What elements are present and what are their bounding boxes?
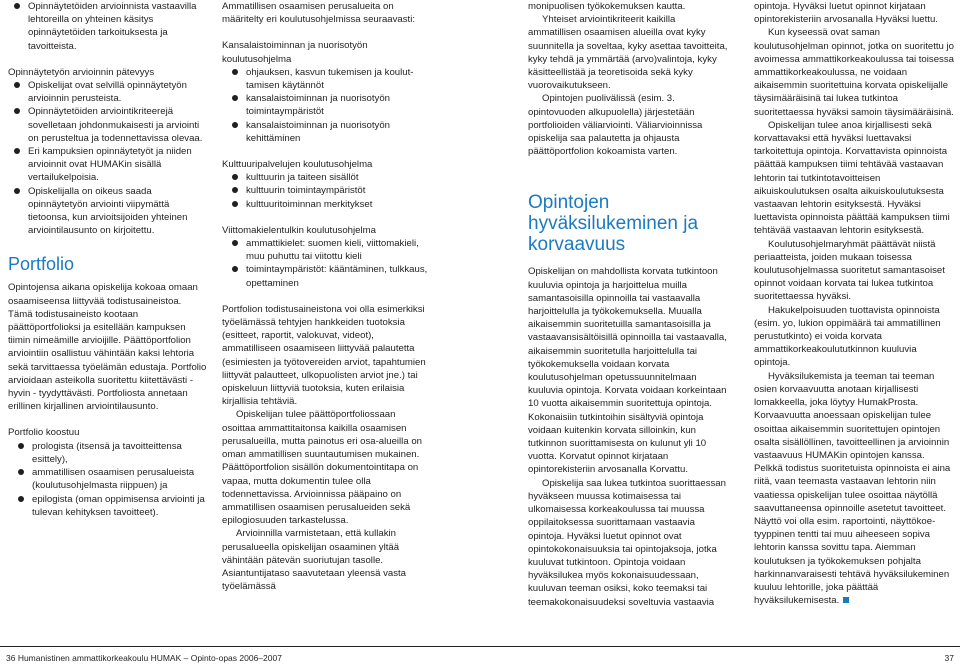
footer-left: 36 Humanistinen ammattikorkeakoulu HUMAK – Opinto-opas 2006–2007 <box>6 653 282 663</box>
same-programme-paragraph: Kun kyseessä ovat saman koulutusohjelman opinnot, jotka on suoritettu jo avoimessa ammattikorkeakoulussa tai toisessa ammattikorkeakoulussa, ne voidaan aikaisemmin suoritettuina korvata opiskelijalle täysimääräisinä tai lukea tutkintoa suoritettaessa hyväksi samoin täysimääräisinä. <box>754 27 954 118</box>
recognition-heading: Opintojen hyväksilukeminen ja korvaavuus <box>528 192 699 256</box>
portfolio-heading: Portfolio <box>8 254 75 275</box>
list-item: epilogista (oman oppimisensa arviointi ja tulevan kehityksen tavoitteet). <box>8 493 208 519</box>
end-square-icon <box>843 597 849 603</box>
programme-name: Kansalaistoiminnan ja nuorisotyön koulutusohjelma <box>222 40 368 65</box>
col4-top-line: opintoja. Hyväksi luetut opinnot kirjataan opintorekisteriin arvosanalla Hyväksi luettu. <box>754 1 938 26</box>
list-item: Opinnäytetöiden arvioinnista vastaavilla lehtoreilla on yhteinen käsitys opinnäytetöiden tarkoituksesta ja tavoitteista. <box>8 0 208 53</box>
programme-name: Kulttuuripalvelujen koulutusohjelma <box>222 159 373 171</box>
areas-intro: Ammatillisen osaamisen perusalueita on määritelty eri koulutusohjelmissa seuraavasti: <box>222 1 416 26</box>
evidence-paragraph: Portfolion todistusaineistona voi olla esimerkiksi työelämässä tehtyjen hankkeiden tuotoksia (esitteet, raportit, valokuvat, videot), ammatilliseen osaamiseen liittyvää palautetta (esimiesten ja työtovereiden arviot, tapahtumien liittyvät palautteet, ulkopuolisten arviot jne.) tai opiskeluun liittyviä tuotoksia, kuten erilaisia kirjallisia tehtäviä. <box>222 303 426 408</box>
page-footer <box>0 652 960 664</box>
column-4 <box>754 0 954 607</box>
programme-areas-list <box>222 237 428 290</box>
column-1 <box>8 0 208 519</box>
list-item: kulttuuritoiminnan merkitykset <box>222 198 428 211</box>
programme-groups-paragraph: Koulutusohjelmaryhmät päättävät niistä periaatteista, joiden mukaan toisessa koulutusohjelmassa suoritetut samantasoiset opinnot voidaan korvata tai lukea tutkintoa suoritettaessa hyväksi. <box>754 238 945 303</box>
application-paragraph: Opiskelijan tulee anoa kirjallisesti sekä korvattavaksi että hyväksi luettavaksi tarkoitettuja opintoja. Korvattavista opinnoista päättää kampuksen tiimi tehtävää vastaavan lehtorin tai tutkintotavoitteisen aikuiskoulutuksen osalta aikuiskoulutuksesta vastaavan lehtorin esityksestä. Hyväksi luettavista opinnoista päättää kampuksen tiimi tehtävää vastaavan lehtorin esityksestä. <box>754 119 950 237</box>
criteria-paragraph: Yhteiset arviointikriteerit kaikilla ammatillisen osaamisen alueilla ovat kyky suunnitella ja soveltaa, kyky asettaa tavoitteita, kyky tehdä ja ymmärtää (arvo)valintoja, kyky käsitteellistää ja teoretisoida sekä kyky vuorovaikutukseen. <box>528 14 728 92</box>
final-portfolio-paragraph: Opiskelijan tulee päättöportfoliossaan osoittaa ammattitaitonsa kaikilla osaamisen perusalueilla, mutta painotus eri osa-alueilla on oman ammatillisen suuntautumisen mukainen. Päättöportfolion sisällön dokumentointitapa on vapaa, mutta dokumentin tulee olla todennettavissa. Arvioinnissa pääpaino on ammatillisen osaamisen perusalueiden sekä epilogiosuuden tarkastelussa. <box>222 409 422 527</box>
compensation-paragraph: Opiskelijan on mahdollista korvata tutkintoon kuuluvia opintoja ja harjoittelua muilla samantasoisilla opinnoilla tai vastaavalla harjoittelulla ja työkokemuksella. Muualla aikaisemmin suoritetuilla samantasoisilla ja vastaavansisältöisillä opinnoilla tai vastaavalla, aikaisemmin suoritetulla harjoittelulla tai työkokemuksella voidaan korvata koulutusohjelman opetussuunnitelmaan kuuluvia opintoja. Korvata voidaan korkeintaan 10 vuotta aikaisemmin suoritettuja opintoja. Kokonaisiin tutkintoihin sisältyviä opintoja voidaan kuitenkin korvata silloinkin, kun tutkinnon suorittamisesta on kulunut yli 10 vuotta. Korvatut opinnot kirjataan opintorekisteriin arvosanalla Korvattu. <box>528 266 727 476</box>
list-item: Opiskelijat ovat selvillä opinnäytetyön arvioinnin perusteista. <box>8 79 208 105</box>
list-item: kulttuurin ja taiteen sisällöt <box>222 171 428 184</box>
programs-list <box>222 26 428 289</box>
composition-bullet-list <box>8 440 208 519</box>
footer-page-number: 37 <box>944 653 954 663</box>
composition-intro: Portfolio koostuu <box>8 427 80 439</box>
programme-areas-list <box>222 171 428 211</box>
validity-intro: Opinnäytetyön arvioinnin pätevyys <box>8 66 155 78</box>
list-item: ohjauksen, kasvun tukemisen ja kouluttamisen käytännöt <box>222 66 428 92</box>
programme-name: Viittomakielentulkin koulutusohjelma <box>222 224 376 236</box>
programme-areas-list <box>222 66 428 145</box>
list-item: ammatillisen osaamisen perusalueista (koulutusohjelmasta riippuen) ja <box>8 466 208 492</box>
col3-top-line: monipuolisen työkokemuksen kautta. <box>528 1 686 12</box>
form-paragraph-text: Hyväksilukemista ja teeman tai teeman osien korvaavuutta anotaan kirjallisesti lomakkeella, joka löytyy HumakProsta. Korvaavuutta anoessaan opiskelijan tulee osoittaa aikaisemmin suoritettujen opintojen osalta sisällöllinen, tavoitteellinen ja arvioinnin vastaavuus HUMAKin opintojen kanssa. Pelkkä todistus suoritetuista opinnoista ei aina riitä, vaan teemasta vastaavan lehtorin niin vaatiessa opiskelijan tulee osoittaa näytöllä saavuttaneensa opinnoille asetetut tavoitteet. Näyttö voi olla esim. raportointi, näyttökoe-tyyppinen tentti tai muu aiheeseen sopiva lehtorin kanssa sovittu tapa. Aiemman koulutuksen ja työkokemuksen pohjalta harkinnanvaraisesti tehtävä hyväksilukeminen kuuluu lehtorille, joka päättää hyväksilukemisesta. <box>754 370 951 607</box>
form-paragraph <box>754 370 954 608</box>
list-item: kansalaistoiminnan ja nuorisotyön kehittäminen <box>222 119 428 145</box>
recognition-paragraph: Opiskelija saa lukea tutkintoa suorittaessan hyväkseen muussa kotimaisessa tai ulkomaisessa korkeakoulussa tai muussa oppilaitoksessa suorittamaan vastaavia opintoja. Hyväksi luetut opinnot ovat opintokokonaisuuksia tai opintojaksoja, jotka kuuluvat tutkintoon. Opintoja voidaan hyväksilukea myös kokonaisuudessaan, kuuluvan teeman osiksi, koko teemaksi tai teemakokonaisuudeksi soveltuvia vastaavia <box>528 477 726 608</box>
list-item: kansalaistoiminnan ja nuorisotyön toimintaympäristöt <box>222 92 428 118</box>
column-3 <box>528 0 728 609</box>
eligibility-paragraph: Hakukelpoisuuden tuottavista opinnoista (esim. yo, lukion oppimäärä tai ammatillinen perustutkinto) ei voida korvata ammattikorkeakoulututkinnon kuuluvia opintoja. <box>754 304 941 369</box>
validity-bullet-list <box>8 79 208 237</box>
midpoint-paragraph: Opintojen puolivälissä (esim. 3. opintovuoden alkupuolella) järjestetään portfolioiden väliarviointi. Väliarvioinnissa opiskelija saa palautetta ja ohjausta päättöportfolion kokoamista varten. <box>528 93 703 158</box>
list-item: kulttuurin toimintaympäristöt <box>222 184 428 197</box>
list-item: Opiskelijalla on oikeus saada opinnäytetyön arviointi viipymättä tietoonsa, kun arvioitsijoiden yhteinen arviointilausunto on kirjoitettu. <box>8 185 208 238</box>
list-item: prologista (itsensä ja tavoitteittensa esittely), <box>8 440 208 466</box>
list-item: Opinnäytetöiden arviointikriteerejä sovelletaan johdonmukaisesti ja arviointi on perusteltua ja todennettavissa olevaa. <box>8 105 208 145</box>
assessment-paragraph: Arvioinnilla varmistetaan, että kullakin perusalueella opiskelijan osaaminen yltää vähintään pätevän suoriutujan tasolle. Asiantuntijataso saavutetaan yleensä vasta työelämässä <box>222 528 407 593</box>
portfolio-paragraph: Opintojensa aikana opiskelija kokoaa omaan osaamiseensa liittyvää todistusaineistoa. Tämä todistusaineisto kootaan päättöportfolioksi ja esitellään kampuksen tiimin nimeämille arvioijille. Päättöportfolion arviointiin osallistuu vähintään kaksi lehtoria sekä tarvittaessa työelämän edustaja. Portfolio arvioidaan asteikolla suoritettu kiitettävästi - hyvin - tyydyttävästi. Portfoliosta annetaan erillinen kirjallinen arviointilausunto. <box>8 282 207 413</box>
top-bullet-list <box>8 0 208 53</box>
list-item: ammattikielet: suomen kieli, viittomakieli, muu puhuttu tai viitottu kieli <box>222 237 428 263</box>
list-item: toimintaympäristöt: kääntäminen, tulkkaus, opettaminen <box>222 263 428 289</box>
list-item: Eri kampuksien opinnäytetyöt ja niiden arvioinnit ovat HUMAKin sisällä vertailukelpoisia. <box>8 145 208 185</box>
footer-rule <box>0 646 960 647</box>
column-2 <box>222 0 428 593</box>
